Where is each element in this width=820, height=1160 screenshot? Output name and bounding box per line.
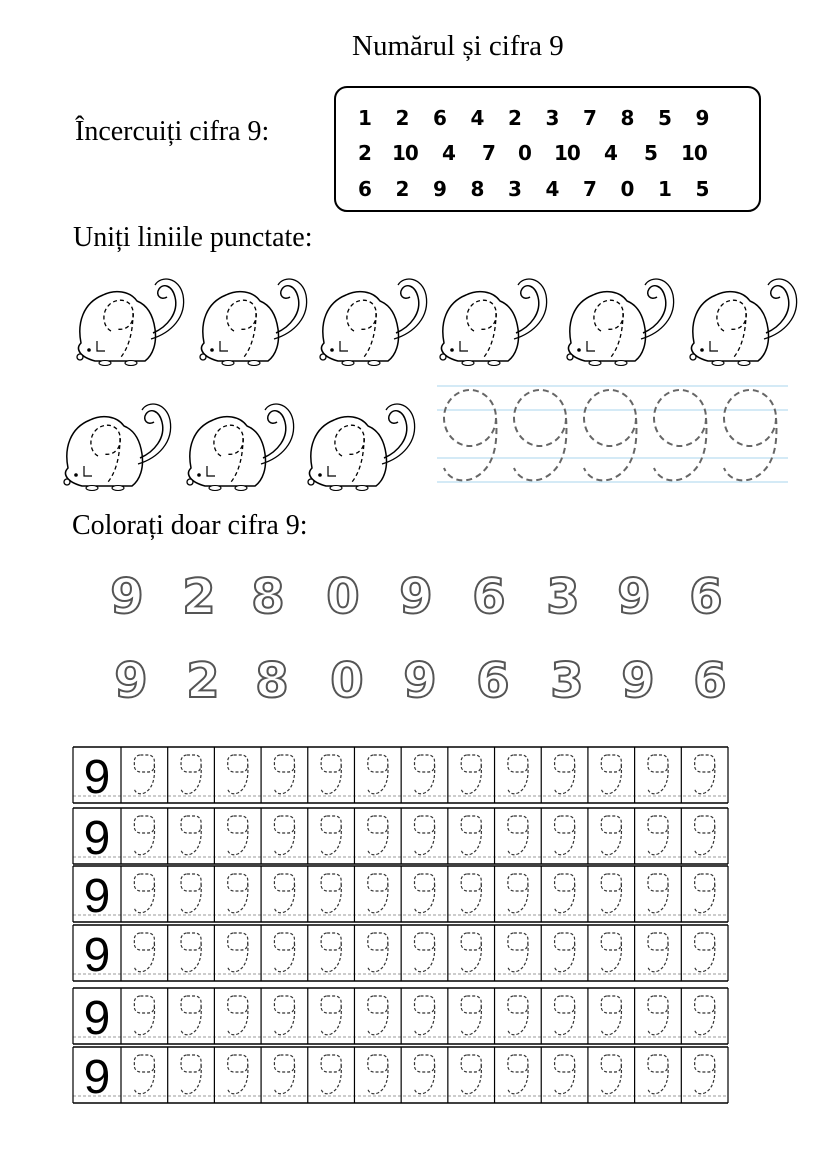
dashed-nine-cell[interactable] (228, 755, 248, 794)
practice-row-6 (73, 1047, 728, 1104)
number-item[interactable]: 7 (583, 177, 597, 201)
practice-row-1 (73, 747, 728, 804)
dashed-nine-cell[interactable] (555, 874, 575, 913)
number-item[interactable]: 0 (620, 177, 635, 201)
dashed-nine-cell[interactable] (228, 1055, 248, 1094)
number-item[interactable]: 7 (482, 141, 496, 165)
color-digit-3[interactable]: 3 (550, 653, 584, 709)
dashed-nine-cell[interactable] (508, 1055, 528, 1094)
dashed-nine-cell[interactable] (181, 755, 201, 794)
practice-row-4 (73, 925, 728, 982)
color-digit-6[interactable]: 6 (693, 653, 727, 709)
color-digit-3[interactable]: 3 (546, 569, 580, 625)
number-item[interactable]: 5 (644, 141, 658, 165)
color-digit-0[interactable]: 0 (330, 653, 364, 709)
dashed-nine-cell[interactable] (228, 933, 248, 972)
number-item[interactable]: 10 (554, 141, 580, 165)
dashed-nine-cell[interactable] (461, 933, 481, 972)
page-title: Numărul și cifra 9 (352, 30, 564, 62)
dashed-nine-cell[interactable] (228, 874, 248, 913)
number-item[interactable]: 5 (695, 177, 710, 201)
color-digit-2[interactable]: 2 (186, 653, 220, 709)
dashed-nine-cell[interactable] (368, 933, 388, 972)
dashed-nine-cell[interactable] (508, 874, 528, 913)
color-digit-8[interactable]: 8 (255, 653, 289, 709)
dashed-nine-cell[interactable] (555, 933, 575, 972)
dashed-nine-cell[interactable] (415, 755, 435, 794)
dashed-nine-cell[interactable] (228, 816, 248, 855)
number-item[interactable]: 9 (433, 177, 447, 201)
dashed-nine-cell[interactable] (695, 933, 715, 972)
dashed-nine-cell[interactable] (695, 816, 715, 855)
dashed-nine-cell[interactable] (134, 816, 154, 855)
dashed-nine-cell[interactable] (134, 996, 154, 1035)
dashed-nine-cell[interactable] (601, 1055, 621, 1094)
dashed-nine-cell[interactable] (181, 874, 201, 913)
dashed-nine-cell[interactable] (368, 996, 388, 1035)
number-item[interactable]: 4 (545, 177, 560, 201)
instruction-color: Colorați doar cifra 9: (72, 510, 308, 541)
number-item[interactable]: 1 (658, 177, 672, 201)
practice-row-5 (73, 988, 728, 1045)
dashed-nine-cell[interactable] (368, 816, 388, 855)
color-digit-0[interactable]: 0 (326, 569, 360, 625)
number-item[interactable]: 7 (583, 106, 597, 130)
dashed-nine-cell[interactable] (555, 816, 575, 855)
dashed-nine-cell[interactable] (274, 1055, 294, 1094)
number-item[interactable]: 10 (392, 141, 418, 165)
dashed-nine-cell[interactable] (648, 996, 668, 1035)
dashed-nine-cell[interactable] (555, 755, 575, 794)
number-item[interactable]: 4 (470, 106, 485, 130)
dashed-nine-cell[interactable] (228, 996, 248, 1035)
dashed-nine-cell[interactable] (601, 874, 621, 913)
dashed-nine-cell[interactable] (601, 755, 621, 794)
dashed-nine-cell[interactable] (555, 1055, 575, 1094)
dashed-nine-cell[interactable] (695, 1055, 715, 1094)
number-item[interactable]: 2 (395, 106, 410, 130)
dashed-nine-cell[interactable] (695, 755, 715, 794)
color-digit-2[interactable]: 2 (182, 569, 216, 625)
dashed-nine-cell[interactable] (461, 1055, 481, 1094)
dashed-nine-cell[interactable] (415, 1055, 435, 1094)
dashed-nine-cell[interactable] (274, 755, 294, 794)
dashed-nine-cell[interactable] (601, 996, 621, 1035)
number-item[interactable]: 1 (358, 106, 372, 130)
number-item[interactable]: 9 (695, 106, 710, 130)
number-item[interactable]: 2 (395, 177, 410, 201)
dashed-nine-cell[interactable] (695, 996, 715, 1035)
number-item[interactable]: 3 (508, 177, 522, 201)
dashed-nine-cell[interactable] (648, 874, 668, 913)
dashed-nine-cell[interactable] (321, 874, 341, 913)
dashed-nine-cell[interactable] (368, 755, 388, 794)
color-digit-9[interactable]: 9 (617, 569, 651, 625)
dashed-nine-cell[interactable] (134, 933, 154, 972)
number-item[interactable]: 4 (442, 141, 456, 165)
color-digit-6[interactable]: 6 (472, 569, 506, 625)
color-digit-9[interactable]: 9 (110, 569, 144, 625)
number-item[interactable]: 6 (358, 177, 372, 201)
color-digit-9[interactable]: 9 (621, 653, 655, 709)
model-digit: 9 (83, 870, 111, 923)
number-item[interactable]: 4 (604, 141, 618, 165)
dashed-nine-cell[interactable] (508, 816, 528, 855)
model-digit: 9 (83, 1051, 111, 1104)
color-digit-9[interactable]: 9 (399, 569, 433, 625)
dashed-nine-cell[interactable] (181, 816, 201, 855)
dashed-nine-cell[interactable] (368, 1055, 388, 1094)
practice-row-3 (73, 866, 728, 923)
dashed-nine-cell[interactable] (648, 933, 668, 972)
instruction-circle: Încercuiți cifra 9: (75, 116, 270, 147)
dashed-nine-cell[interactable] (601, 933, 621, 972)
dashed-nine-cell[interactable] (321, 816, 341, 855)
dashed-nine-cell[interactable] (274, 874, 294, 913)
dashed-nine-cell[interactable] (508, 933, 528, 972)
dashed-nine-cell[interactable] (134, 1055, 154, 1094)
color-digit-6[interactable]: 6 (476, 653, 510, 709)
model-digit: 9 (83, 929, 111, 982)
dashed-nine-cell[interactable] (181, 996, 201, 1035)
dashed-nine-cell[interactable] (508, 996, 528, 1035)
color-digit-9[interactable]: 9 (403, 653, 437, 709)
number-item[interactable]: 10 (681, 141, 707, 165)
dashed-nine-cell[interactable] (321, 996, 341, 1035)
instruction-join: Uniți liniile punctate: (73, 222, 313, 253)
model-digit: 9 (83, 812, 111, 865)
number-item[interactable]: 8 (620, 106, 635, 130)
dashed-nine-cell[interactable] (415, 996, 435, 1035)
number-item[interactable]: 2 (508, 106, 522, 130)
dashed-nine-cell[interactable] (461, 996, 481, 1035)
practice-row-2 (73, 808, 728, 865)
dashed-nine-cell[interactable] (601, 816, 621, 855)
dashed-nine-cell[interactable] (695, 874, 715, 913)
dashed-nine-cell[interactable] (274, 996, 294, 1035)
dashed-nine-cell[interactable] (461, 816, 481, 855)
color-digit-6[interactable]: 6 (689, 569, 723, 625)
dashed-nine-cell[interactable] (461, 755, 481, 794)
dashed-nine-cell[interactable] (648, 755, 668, 794)
dashed-nine-cell[interactable] (415, 933, 435, 972)
model-digit: 9 (83, 992, 111, 1045)
dashed-nine-cell[interactable] (415, 874, 435, 913)
dashed-nine-cell[interactable] (274, 933, 294, 972)
number-item[interactable]: 3 (545, 106, 560, 130)
number-item[interactable]: 0 (518, 141, 532, 165)
number-item[interactable]: 8 (470, 177, 485, 201)
dashed-nine-cell[interactable] (415, 816, 435, 855)
dashed-nine-cell[interactable] (508, 755, 528, 794)
color-digit-9[interactable]: 9 (114, 653, 148, 709)
dashed-nine-cell[interactable] (648, 1055, 668, 1094)
dashed-nine-cell[interactable] (321, 1055, 341, 1094)
dashed-nine-cell[interactable] (321, 755, 341, 794)
dashed-nine-cell[interactable] (648, 816, 668, 855)
dashed-nine-cell[interactable] (181, 933, 201, 972)
dashed-nine-cell[interactable] (274, 816, 294, 855)
dashed-nine-cell[interactable] (134, 755, 154, 794)
number-item[interactable]: 5 (658, 106, 672, 130)
color-digit-8[interactable]: 8 (251, 569, 285, 625)
dashed-nine-cell[interactable] (368, 874, 388, 913)
model-digit: 9 (83, 751, 111, 804)
number-item[interactable]: 2 (358, 141, 372, 165)
dashed-nine-cell[interactable] (555, 996, 575, 1035)
dashed-nine-cell[interactable] (181, 1055, 201, 1094)
dashed-nine-cell[interactable] (461, 874, 481, 913)
dashed-nine-cell[interactable] (134, 874, 154, 913)
dashed-nine-cell[interactable] (321, 933, 341, 972)
number-item[interactable]: 6 (433, 106, 447, 130)
